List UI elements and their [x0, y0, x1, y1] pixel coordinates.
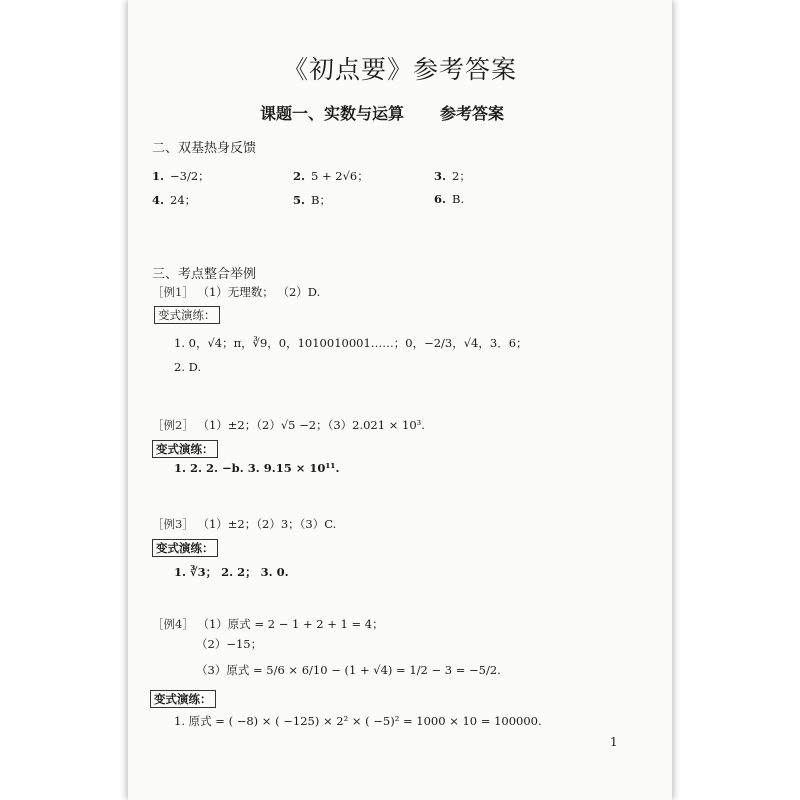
- practice-answer: 2. D.: [174, 360, 202, 374]
- example-1: ［例1］ （1）无理数； （2）D.: [152, 285, 321, 299]
- practice-answer: 1. 原式 = ( −8) × ( −125) × 2² × ( −5)² = 1000 × 10 = 100000.: [174, 714, 542, 728]
- example-2: ［例2］ （1）±2；（2）√5 −2；（3）2.021 × 10³.: [152, 418, 425, 432]
- answer-item: 2. 5 + 2√6；: [293, 169, 369, 183]
- answer-item: 1. −3/2；: [152, 169, 210, 183]
- practice-answer: 1. 2. 2. −b. 3. 9.15 × 10¹¹.: [174, 461, 340, 475]
- practice-label: 变式演练：: [152, 440, 218, 458]
- document-page: [128, 0, 672, 800]
- example-label: ［例3］: [152, 517, 194, 531]
- page-title: 《初点要》参考答案: [282, 55, 517, 84]
- page-number: 1: [610, 735, 618, 749]
- answer-item: 3. 2；: [434, 169, 471, 183]
- example-label: ［例4］: [152, 617, 194, 631]
- example-label: ［例1］: [152, 285, 194, 299]
- answer-item: 6. B.: [434, 192, 465, 206]
- example-4-line-3: （3）原式 = 5/6 × 6/10 − (1 + √4) = 1/2 − 3 = −5/2.: [196, 663, 501, 677]
- example-4: ［例4］ （1）原式 = 2 − 1 + 2 + 1 = 4；: [152, 617, 384, 631]
- practice-answer: 1. 0，√4；π，∛9，0，1010010001……；0，−2/3，√4，3．6；: [174, 336, 528, 350]
- section-heading-2: 二、双基热身反馈: [152, 141, 257, 156]
- answer-item: 5. B；: [293, 193, 331, 207]
- example-3: ［例3］ （1）±2；（2）3；（3）C.: [152, 517, 337, 531]
- subtitle-left: 课题一、实数与运算: [260, 104, 405, 123]
- subtitle-right: 参考答案: [440, 104, 505, 123]
- example-label: ［例2］: [152, 418, 194, 432]
- section-subtitle: [260, 101, 504, 124]
- practice-answer: 1. ∛3； 2. 2； 3. 0.: [174, 565, 289, 579]
- example-4-line-2: （2）−15；: [196, 637, 263, 651]
- practice-label: 变式演练：: [154, 306, 220, 324]
- practice-label: 变式演练：: [152, 539, 218, 557]
- section-heading-3: 三、考点整合举例: [152, 267, 257, 282]
- answer-item: 4. 24；: [152, 193, 197, 207]
- practice-label: 变式演练：: [150, 690, 216, 708]
